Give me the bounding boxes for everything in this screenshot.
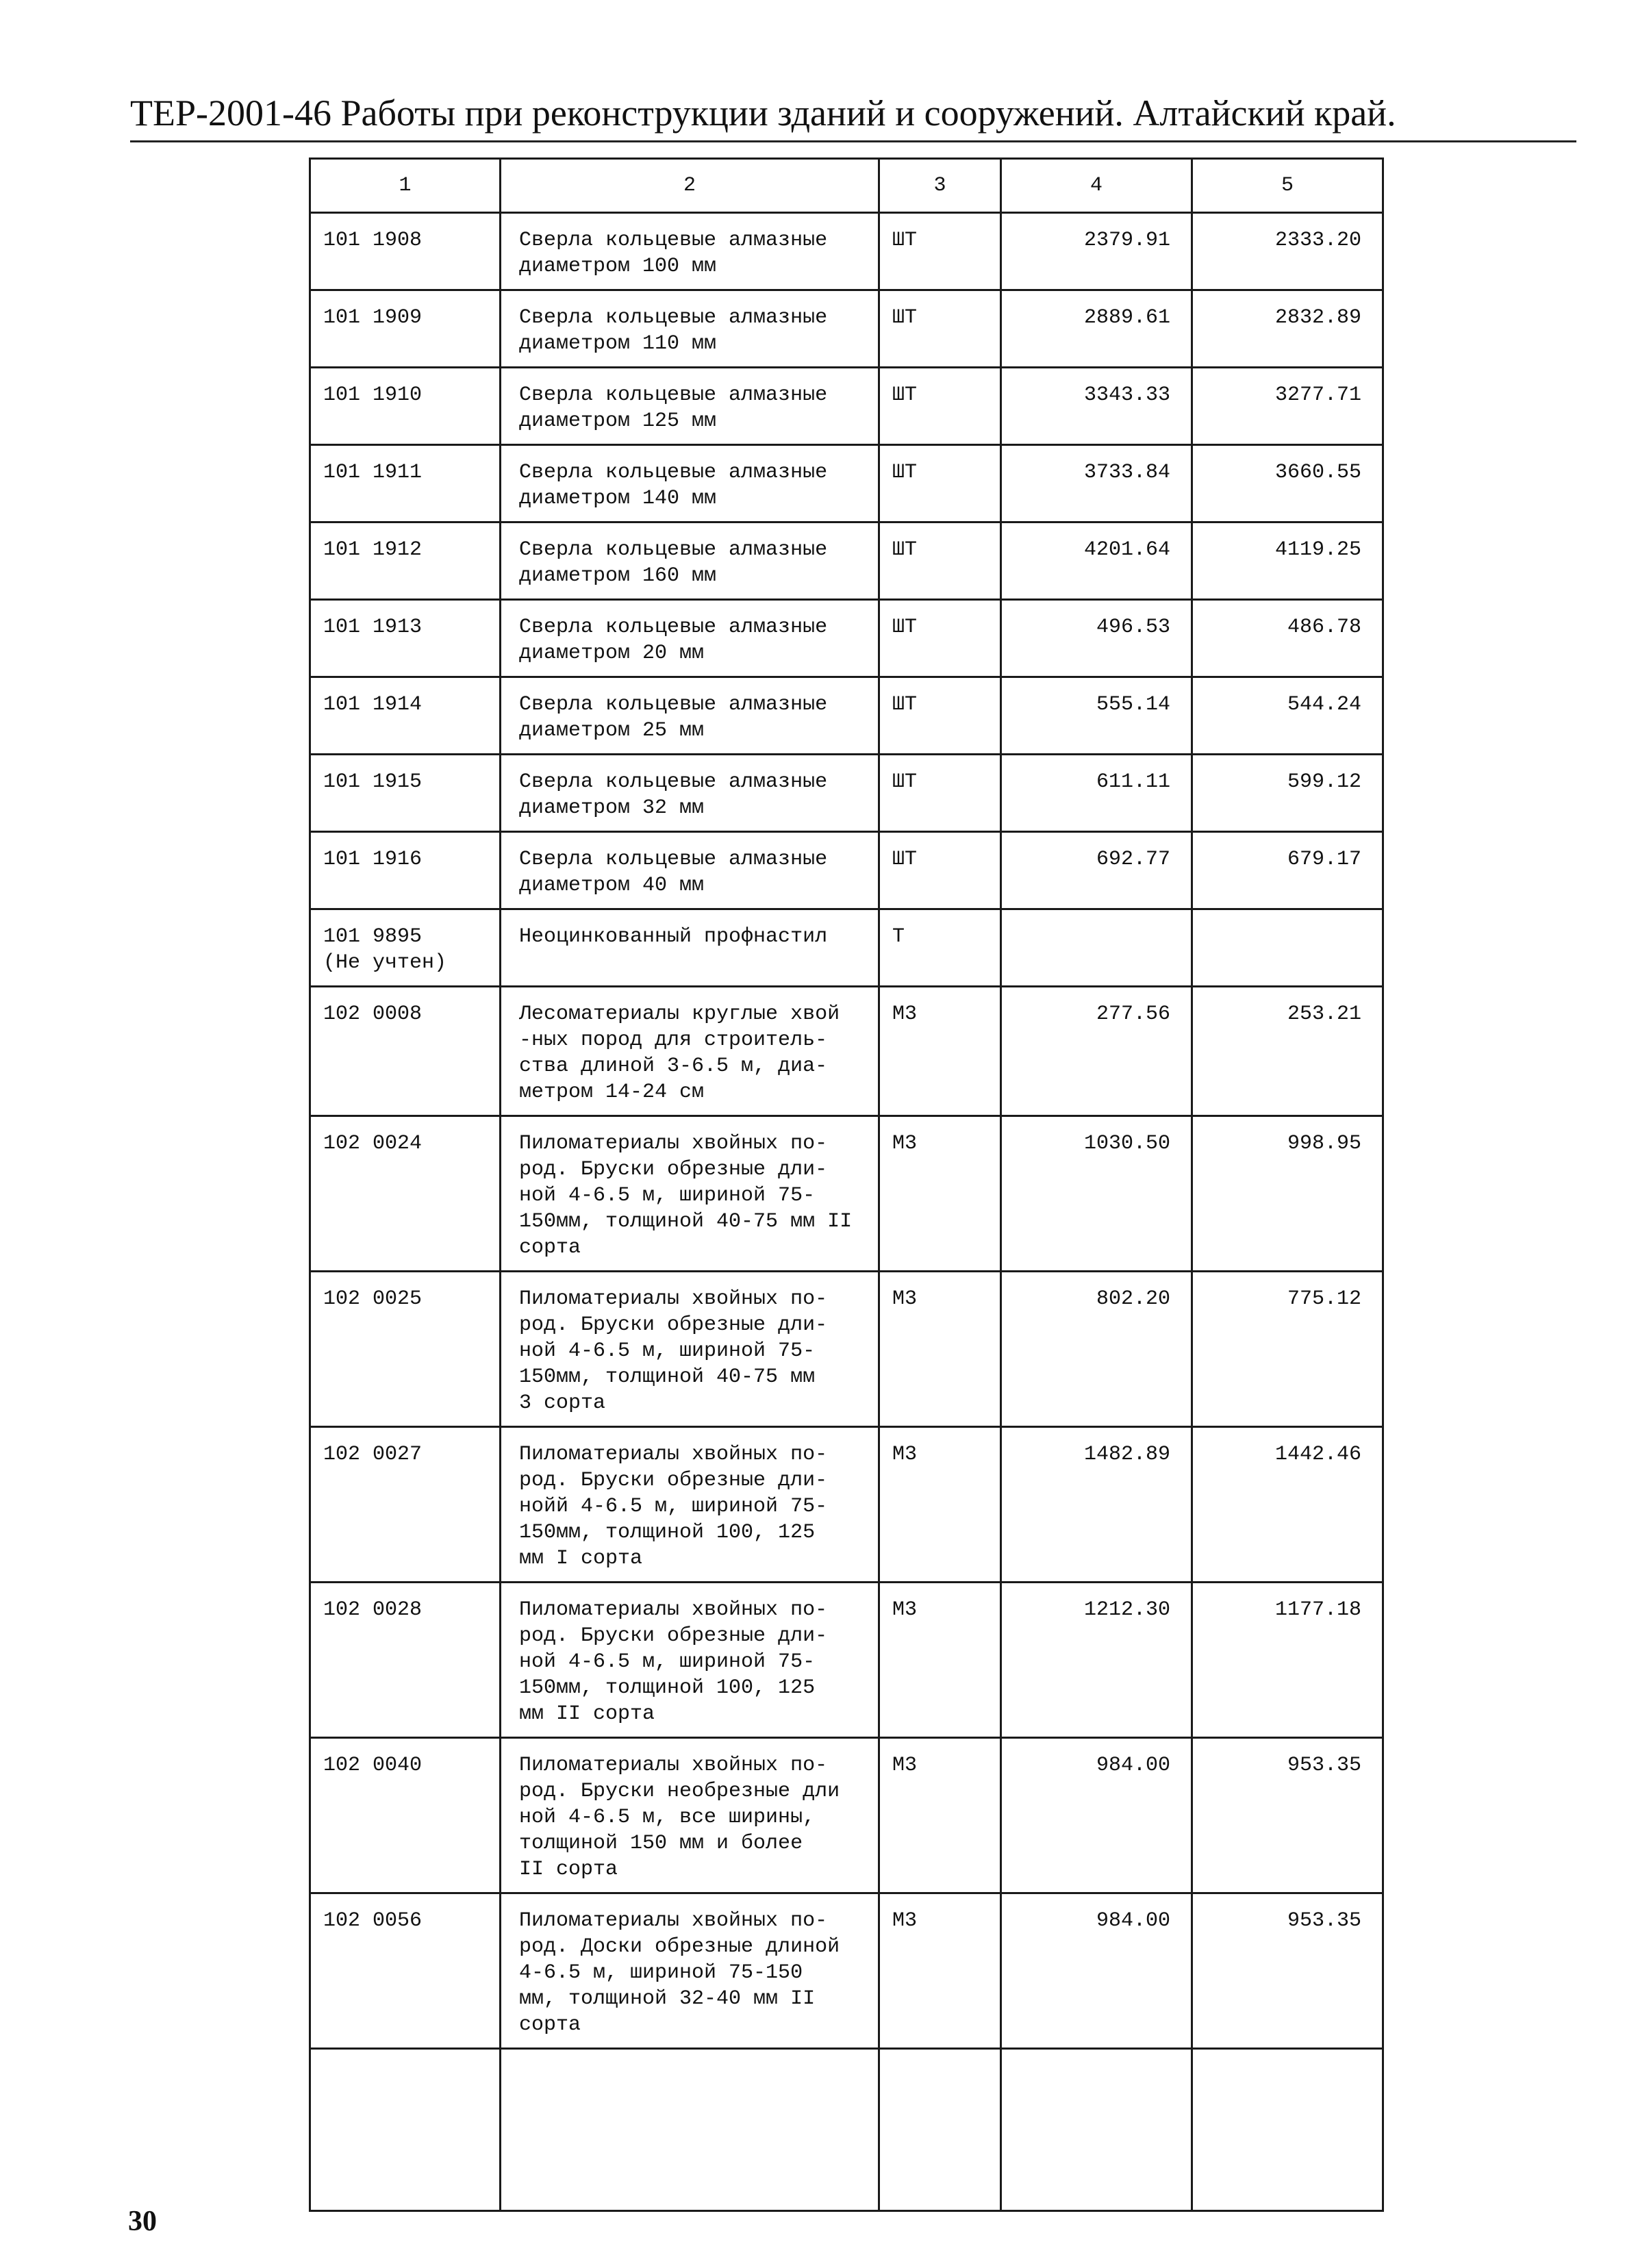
item-price-alt-cell: 953.35: [1192, 1893, 1383, 2049]
item-price-cell: [1001, 909, 1192, 987]
item-code-cell: 101 1913: [310, 600, 501, 677]
table-header-row: [310, 159, 1383, 213]
item-code-cell: 101 1912: [310, 522, 501, 600]
item-price-cell: 1212.30: [1001, 1583, 1192, 1738]
item-code-cell: 101 1910: [310, 368, 501, 445]
column-header: 5: [1192, 159, 1383, 213]
item-price-cell: 496.53: [1001, 600, 1192, 677]
item-price-alt-cell: 486.78: [1192, 600, 1383, 677]
item-price-alt-cell: 1442.46: [1192, 1427, 1383, 1583]
item-name-cell: Сверла кольцевые алмазные диаметром 32 мм: [501, 755, 879, 832]
item-unit-cell: М3: [879, 1583, 1001, 1738]
item-unit-cell: ШТ: [879, 368, 1001, 445]
item-price-alt-cell: 775.12: [1192, 1272, 1383, 1427]
item-price-alt-cell: 4119.25: [1192, 522, 1383, 600]
item-price-cell: 2379.91: [1001, 213, 1192, 290]
item-price-cell: 3343.33: [1001, 368, 1192, 445]
table-row: [310, 1893, 1383, 2049]
item-price-alt-cell: 2832.89: [1192, 290, 1383, 368]
item-price-cell: 1482.89: [1001, 1427, 1192, 1583]
item-price-alt-cell: 3277.71: [1192, 368, 1383, 445]
table-row: [310, 832, 1383, 909]
item-unit-cell: ШТ: [879, 213, 1001, 290]
item-unit-cell: М3: [879, 1427, 1001, 1583]
item-name-cell: Сверла кольцевые алмазные диаметром 140 мм: [501, 445, 879, 522]
item-price-cell: 555.14: [1001, 677, 1192, 755]
item-code-cell: 102 0024: [310, 1116, 501, 1272]
item-code-cell: 101 1908: [310, 213, 501, 290]
page-number: 30: [128, 2206, 157, 2237]
column-header: 2: [501, 159, 879, 213]
item-price-alt-cell: 1177.18: [1192, 1583, 1383, 1738]
table-row: [310, 1738, 1383, 1893]
item-price-cell: 2889.61: [1001, 290, 1192, 368]
table-row: [310, 1272, 1383, 1427]
table-row: [310, 987, 1383, 1116]
item-price-cell: 984.00: [1001, 1738, 1192, 1893]
item-unit-cell: М3: [879, 1116, 1001, 1272]
item-name-cell: Пиломатериалы хвойных по- род. Доски обрезные длиной 4-6.5 м, шириной 75-150 мм, толщиной 32-40 мм II сорта: [501, 1893, 879, 2049]
item-code-cell: 101 1916: [310, 832, 501, 909]
item-code-cell: 101 1915: [310, 755, 501, 832]
item-code-cell: 102 0028: [310, 1583, 501, 1738]
item-unit-cell: М3: [879, 1272, 1001, 1427]
table-row: [310, 600, 1383, 677]
table-row: [310, 909, 1383, 987]
table-row: [310, 213, 1383, 290]
item-name-cell: Неоцинкованный профнастил: [501, 909, 879, 987]
item-unit-cell: ШТ: [879, 600, 1001, 677]
header-rule: [130, 140, 1576, 142]
item-price-cell: 3733.84: [1001, 445, 1192, 522]
item-unit-cell: М3: [879, 1893, 1001, 2049]
item-name-cell: Пиломатериалы хвойных по- род. Бруски обрезные дли- ной 4-6.5 м, шириной 75- 150мм, толщиной 40-75 мм 3 сорта: [501, 1272, 879, 1427]
item-price-alt-cell: 3660.55: [1192, 445, 1383, 522]
item-code-cell: 101 1914: [310, 677, 501, 755]
item-unit-cell: ШТ: [879, 677, 1001, 755]
item-code-cell: 102 0008: [310, 987, 501, 1116]
table-row: [310, 445, 1383, 522]
item-code-cell: 102 0025: [310, 1272, 501, 1427]
item-name-cell: Сверла кольцевые алмазные диаметром 100 мм: [501, 213, 879, 290]
item-code-cell: 102 0027: [310, 1427, 501, 1583]
item-name-cell: Сверла кольцевые алмазные диаметром 25 мм: [501, 677, 879, 755]
item-price-alt-cell: 998.95: [1192, 1116, 1383, 1272]
table-row: [310, 1116, 1383, 1272]
item-name-cell: Сверла кольцевые алмазные диаметром 160 мм: [501, 522, 879, 600]
item-price-cell: 802.20: [1001, 1272, 1192, 1427]
table-body: [310, 213, 1383, 2211]
item-name-cell: Пиломатериалы хвойных по- род. Бруски обрезные дли- нойй 4-6.5 м, шириной 75- 150мм, толщиной 100, 125 мм I сорта: [501, 1427, 879, 1583]
table-row: [310, 755, 1383, 832]
item-code-cell: 102 0040: [310, 1738, 501, 1893]
table-row: [310, 677, 1383, 755]
item-price-alt-cell: 679.17: [1192, 832, 1383, 909]
item-price-cell: 984.00: [1001, 1893, 1192, 2049]
item-price-alt-cell: [1192, 909, 1383, 987]
item-price-alt-cell: 599.12: [1192, 755, 1383, 832]
column-header: 1: [310, 159, 501, 213]
table-filler-row: [310, 2049, 1383, 2211]
item-price-cell: 277.56: [1001, 987, 1192, 1116]
item-unit-cell: ШТ: [879, 445, 1001, 522]
item-name-cell: Пиломатериалы хвойных по- род. Бруски обрезные дли- ной 4-6.5 м, шириной 75- 150мм, толщиной 100, 125 мм II сорта: [501, 1583, 879, 1738]
column-header: 4: [1001, 159, 1192, 213]
item-code-cell: 102 0056: [310, 1893, 501, 2049]
item-name-cell: Сверла кольцевые алмазные диаметром 40 мм: [501, 832, 879, 909]
table-row: [310, 1583, 1383, 1738]
page-header: ТЕР-2001-46 Работы при реконструкции зданий и сооружений. Алтайский край.: [130, 92, 1396, 134]
item-price-alt-cell: 544.24: [1192, 677, 1383, 755]
price-table: [309, 158, 1384, 2212]
item-name-cell: Сверла кольцевые алмазные диаметром 20 мм: [501, 600, 879, 677]
item-price-cell: 1030.50: [1001, 1116, 1192, 1272]
table-row: [310, 290, 1383, 368]
item-name-cell: Лесоматериалы круглые хвой -ных пород для строитель- ства длиной 3-6.5 м, диа- метром 14-24 см: [501, 987, 879, 1116]
item-unit-cell: Т: [879, 909, 1001, 987]
item-price-cell: 692.77: [1001, 832, 1192, 909]
item-unit-cell: ШТ: [879, 522, 1001, 600]
table-row: [310, 522, 1383, 600]
item-code-cell: 101 1909: [310, 290, 501, 368]
item-price-alt-cell: 2333.20: [1192, 213, 1383, 290]
item-code-cell: 101 1911: [310, 445, 501, 522]
table-row: [310, 368, 1383, 445]
item-unit-cell: ШТ: [879, 290, 1001, 368]
item-name-cell: Сверла кольцевые алмазные диаметром 125 мм: [501, 368, 879, 445]
item-price-cell: 611.11: [1001, 755, 1192, 832]
table-row: [310, 1427, 1383, 1583]
item-unit-cell: ШТ: [879, 832, 1001, 909]
item-name-cell: Пиломатериалы хвойных по- род. Бруски обрезные дли- ной 4-6.5 м, шириной 75- 150мм, толщиной 40-75 мм II сорта: [501, 1116, 879, 1272]
column-header: 3: [879, 159, 1001, 213]
item-unit-cell: М3: [879, 1738, 1001, 1893]
item-price-cell: 4201.64: [1001, 522, 1192, 600]
item-unit-cell: М3: [879, 987, 1001, 1116]
item-unit-cell: ШТ: [879, 755, 1001, 832]
item-code-cell: 101 9895 (Не учтен): [310, 909, 501, 987]
item-price-alt-cell: 953.35: [1192, 1738, 1383, 1893]
item-name-cell: Пиломатериалы хвойных по- род. Бруски необрезные дли ной 4-6.5 м, все ширины, толщиной 150 мм и более II сорта: [501, 1738, 879, 1893]
item-price-alt-cell: 253.21: [1192, 987, 1383, 1116]
item-name-cell: Сверла кольцевые алмазные диаметром 110 мм: [501, 290, 879, 368]
